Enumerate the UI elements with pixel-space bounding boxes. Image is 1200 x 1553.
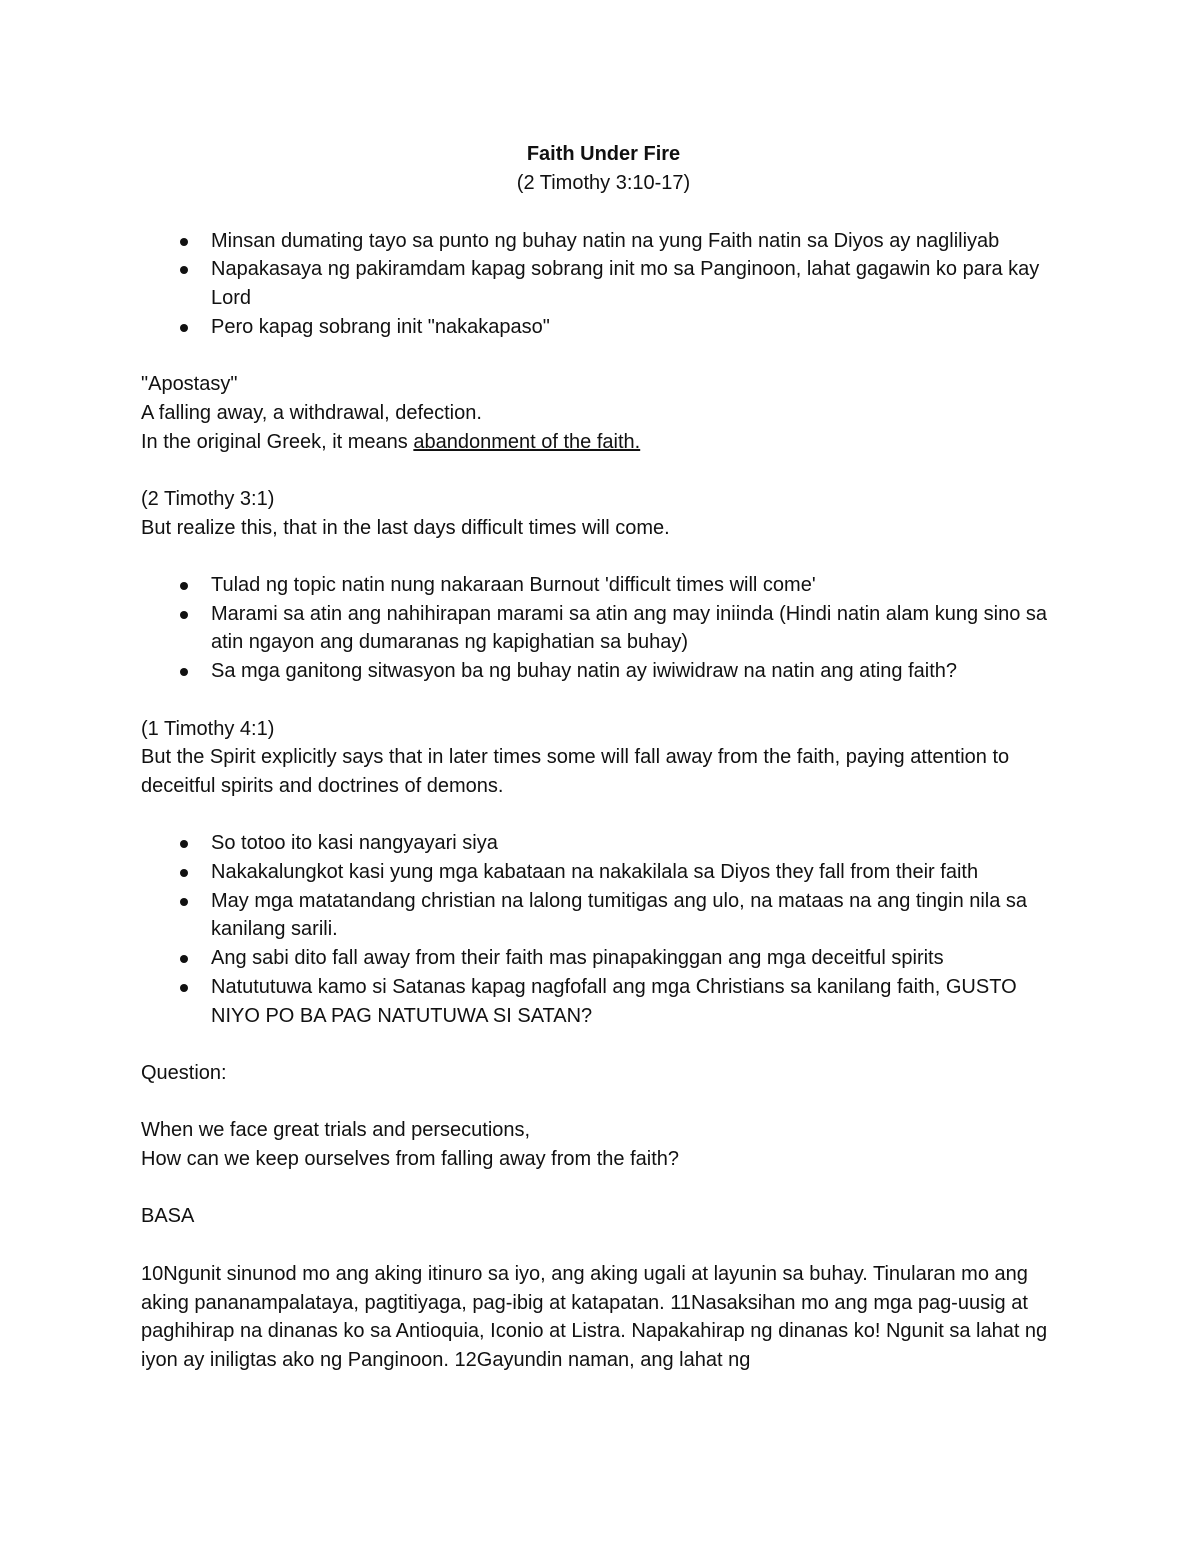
question-line: When we face great trials and persecutions, xyxy=(141,1119,531,1142)
bullet-icon xyxy=(180,898,188,906)
list-item-text: May mga matatandang christian na lalong tumitigas ang ulo, na mataas na ang tingin nila sa kanilang sarili. xyxy=(211,889,1028,941)
spacer xyxy=(141,801,1066,830)
bullet-icon xyxy=(180,840,188,848)
list-item xyxy=(141,944,1066,973)
list-item xyxy=(141,858,1066,887)
list-item-text: Napakasaya ng pakiramdam kapag sobrang init mo sa Panginoon, lahat gagawin ko para kay Lord xyxy=(211,258,1040,310)
basa-text: 10Ngunit sinunod mo ang aking itinuro sa iyo, ang aking ugali at layunin sa buhay. Tinularan mo ang aking pananampalataya, pagtitiyaga, pag-ibig at katapatan. 11Nasaksihan mo ang mga pag-uusig at paghihirap na dinanas ko sa Antioquia, Iconio at Listra. Napakahirap ng dinanas ko! Ngunit sa lahat ng iyon ay iniligtas ako ng Panginoon. 12Gayundin naman, ang lahat ng xyxy=(141,1262,1048,1371)
list-item xyxy=(141,973,1066,1030)
bullet-list-intro xyxy=(141,227,1066,342)
verse-text: But the Spirit explicitly says that in later times some will fall away from the faith, paying attention to deceitful spirits and doctrines of demons. xyxy=(141,746,1010,797)
verse-reference: (1 Timothy 4:1) xyxy=(141,717,275,740)
list-item-text: Sa mga ganitong sitwasyon ba ng buhay natin ay iwiwidraw na natin ang ating faith? xyxy=(211,660,958,683)
list-item-text: Tulad ng topic natin nung nakaraan Burnout 'difficult times will come' xyxy=(211,574,816,597)
spacer xyxy=(141,1030,1066,1059)
verse-text: But realize this, that in the last days difficult times will come. xyxy=(141,516,670,539)
spacer xyxy=(141,1088,1066,1117)
list-item-text: Ang sabi dito fall away from their faith mas pinapakinggan ang mga deceitful spirits xyxy=(211,947,944,970)
bullet-icon xyxy=(180,955,188,963)
spacer xyxy=(141,456,1066,485)
basa-label: BASA xyxy=(141,1205,195,1228)
apostasy-definition: A falling away, a withdrawal, defection. xyxy=(141,401,482,424)
document-content xyxy=(141,140,1066,1375)
bullet-list-difficult-times xyxy=(141,571,1066,686)
document-subtitle: (2 Timothy 3:10-17) xyxy=(516,172,691,194)
question-label: Question: xyxy=(141,1061,227,1084)
spacer xyxy=(141,198,1066,227)
bullet-icon xyxy=(180,611,188,619)
list-item xyxy=(141,657,1066,686)
list-item xyxy=(141,255,1066,312)
bullet-icon xyxy=(180,266,188,274)
list-item-text: Minsan dumating tayo sa punto ng buhay natin na yung Faith natin sa Diyos ay nagliliyab xyxy=(211,229,1000,252)
bullet-icon xyxy=(180,984,188,992)
list-item-text: Nakakalungkot kasi yung mga kabataan na nakakilala sa Diyos they fall from their faith xyxy=(211,861,979,884)
list-item-text: Pero kapag sobrang init "nakakapaso" xyxy=(211,315,550,338)
bullet-icon xyxy=(180,238,188,246)
apostasy-greek-prefix: In the original Greek, it means xyxy=(141,430,414,453)
bullet-icon xyxy=(180,324,188,332)
list-item xyxy=(141,829,1066,858)
list-item xyxy=(141,313,1066,342)
list-item-text: Marami sa atin ang nahihirapan marami sa atin ang may iniinda (Hindi natin alam kung sino sa atin ngayon ang dumaranas ng kapighatian sa buhay) xyxy=(211,602,1047,654)
list-item-text: Natututuwa kamo si Satanas kapag nagfofall ang mga Christians sa kanilang faith, GUSTO NIYO PO BA PAG NATUTUWA SI SATAN? xyxy=(211,975,1017,1027)
spacer xyxy=(141,342,1066,371)
spacer xyxy=(141,686,1066,715)
list-item xyxy=(141,887,1066,944)
apostasy-greek xyxy=(141,428,1066,457)
list-item xyxy=(141,227,1066,256)
spacer xyxy=(141,1231,1066,1260)
bullet-icon xyxy=(180,869,188,877)
list-item-text: So totoo ito kasi nangyayari siya xyxy=(211,832,498,855)
spacer xyxy=(141,1174,1066,1203)
verse-reference: (2 Timothy 3:1) xyxy=(141,487,275,510)
apostasy-greek-underlined: abandonment of the faith. xyxy=(413,430,641,453)
bullet-list-fall-away xyxy=(141,829,1066,1030)
document-title: Faith Under Fire xyxy=(526,143,681,165)
list-item xyxy=(141,571,1066,600)
bullet-icon xyxy=(180,582,188,590)
apostasy-term: "Apostasy" xyxy=(141,373,238,396)
list-item xyxy=(141,600,1066,657)
question-line: How can we keep ourselves from falling away from the faith? xyxy=(141,1148,680,1171)
spacer xyxy=(141,542,1066,571)
bullet-icon xyxy=(180,668,188,676)
